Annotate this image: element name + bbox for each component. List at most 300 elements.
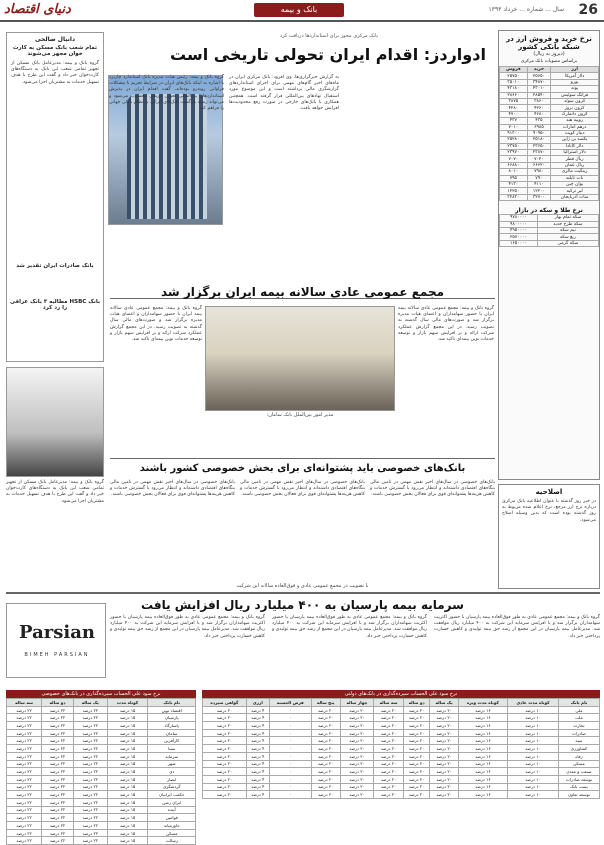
private-rates-cell: ۱۵ درصد (107, 752, 148, 760)
private-rates-cell: ۱۵ درصد (107, 837, 148, 845)
private-rates-cell: ۲۲ درصد (7, 798, 42, 806)
gold-rate-cell: نیم سکه (537, 227, 598, 233)
state-rates-cell: ۴ درصد (246, 706, 269, 714)
private-rates-cell: ۲۲ درصد (7, 814, 42, 822)
state-rates-cell: ۲۰ درصد (311, 722, 340, 730)
private-rates-cell: ۱۵ درصد (107, 745, 148, 753)
state-rates-cell: ۲۰ درصد (403, 791, 430, 799)
fx-rate-cell: ۲۵۷۵۰ (500, 73, 528, 79)
private-rates-table-box (6, 690, 196, 845)
fx-rate-cell: ۲۳۶۵۰ (527, 143, 551, 149)
private-rates-cell: ۲۲ درصد (42, 714, 74, 722)
state-rates-cell: ۲۰ درصد (403, 775, 430, 783)
private-rates-row (7, 706, 196, 714)
private-rates-cell: ۲۲ درصد (7, 745, 42, 753)
state-rates-cell: ۲۰ درصد (403, 722, 430, 730)
private-rates-cell: ۲۲ درصد (73, 729, 107, 737)
state-rates-cell: ۲۰ درصد (374, 791, 403, 799)
parsian-body-1: گروه بانک و بیمه: مجمع عمومی عادی به طور فوق‌العاده بیمه پارسیان با حضور اکثریت سهامداران برگزار شد و با افزایش سرمایه این شرکت به ۴۰۰ میلیارد ریال موافقت شد. مدیرعامل بیمه پارسیان در این مجمع از رشد حق بیمه تولیدی و کاهش خسارت پرداختی خبر داد. (110, 615, 265, 639)
fx-rate-cell: ۲۵۲۸۰ (500, 137, 528, 143)
private-rates-row (7, 760, 196, 768)
private-rates-cell: ۲۲ درصد (42, 814, 74, 822)
state-rates-cell: ۲۰ درصد (403, 760, 430, 768)
fx-rate-title: نرخ خرید و فروش ارز در شبکه بانکی کشور (506, 35, 592, 51)
parsian-logo-subtitle: BIMEH PARSIAN (24, 652, 90, 658)
fx-rate-cell: ۸۰۱۰ (500, 169, 528, 175)
fx-rate-note: براساس مصوبات بانک مرکزی (520, 59, 578, 64)
private-rates-row (7, 822, 196, 830)
private-rates-cell: ۲۲ درصد (42, 798, 74, 806)
private-rates-cell: ۲۲ درصد (42, 783, 74, 791)
state-rates-cell: توسعه تعاون (558, 791, 599, 799)
state-rates-cell: ۲۰ درصد (430, 722, 458, 730)
private-rates-cell: ۲۲ درصد (42, 829, 74, 837)
private-rates-cell: ۲۲ درصد (42, 775, 74, 783)
state-rates-cell: ۲۰ درصد (374, 737, 403, 745)
page-header (0, 0, 604, 22)
lead-body-col-1: گروه بانک و بیمه: رئیس هیات مدیره بانک استاندارد چارترد با اشاره به اینکه بانک‌های ایران در شرایط تحریم با مشکلات فراوانی روبه‌رو بوده‌اند، گفت اقدام ایران در پذیرش استانداردهای بین‌المللی تحولی تاریخی محسوب می‌شود و می‌تواند زمینه بازگشت بانک‌های ایرانی به نظام بانکی جهانی را فراهم کند. (109, 75, 224, 112)
private-rates-cell: ۲۲ درصد (7, 806, 42, 814)
fx-rate-cell: ۲۳۷۵۰ (500, 143, 528, 149)
state-rates-cell: ۲۰ درصد (203, 752, 247, 760)
private-rates-cell: ۲۲ درصد (42, 722, 74, 730)
fx-rate-cell: ۲۳۸۷۰ (527, 150, 551, 156)
fx-rate-cell: ۹۱۳۰۰ (500, 130, 528, 136)
state-rates-cell: پست بانک (558, 783, 599, 791)
state-rates-cell: ۱۶ درصد (458, 714, 507, 722)
state-rates-cell: ۲۰ درصد (403, 737, 430, 745)
page-number: 26 (578, 2, 598, 18)
state-rates-cell: ۱۰ درصد (508, 775, 559, 783)
private-rates-cell: ۲۲ درصد (42, 745, 74, 753)
meeting-body-right: گروه بانک و بیمه: مجمع عمومی عادی سالانه بیمه ایران با حضور سهامداران و اعضای هیات مدیره برگزار شد و صورت‌های مالی سال گذشته به تصویب رسید. در این مجمع گزارش عملکرد شرکت ارائه و بر افزایش سهم بازار و توسعه خدمات نوین بیمه‌ای تاکید شد. (398, 306, 494, 343)
state-rates-column-header: یک ساله (430, 699, 458, 707)
fx-rate-cell: ۴۱۳۰ (500, 182, 528, 188)
private-rates-cell: ۲۲ درصد (42, 760, 74, 768)
state-rates-cell: ۲۰ درصد (203, 729, 247, 737)
left-column-title: دانیال صالحی (34, 36, 76, 43)
private-rates-cell: ۲۲ درصد (7, 829, 42, 837)
private-rates-row (7, 722, 196, 730)
state-rates-cell: ۲۰ درصد (311, 752, 340, 760)
state-rates-cell: ۴ درصد (246, 768, 269, 776)
private-rates-cell: ۲۲ درصد (73, 714, 107, 722)
fx-rate-cell: ۴۳۱۸۰ (500, 86, 528, 92)
state-rates-cell: ۲۰ درصد (203, 722, 247, 730)
private-rates-cell: کارآفرین (148, 737, 196, 745)
private-rates-row (7, 729, 196, 737)
fx-rate-cell: ۲۵۱۸۰ (527, 137, 551, 143)
private-rates-cell: ۲۲ درصد (42, 791, 74, 799)
state-rates-cell: ۲۰ درصد (203, 768, 247, 776)
private-rates-cell: ۲۲ درصد (7, 737, 42, 745)
state-rates-cell: ۲۰ درصد (311, 737, 340, 745)
fx-rate-cell: ۲۳۹۷۰ (500, 150, 528, 156)
private-rates-cell: ۱۵ درصد (107, 760, 148, 768)
state-rates-cell: ۲۰ درصد (430, 791, 458, 799)
private-rates-cell: ۲۲ درصد (7, 775, 42, 783)
fx-rate-cell: فرانک سوئیس (551, 92, 599, 98)
state-rates-cell: ۱۶ درصد (458, 768, 507, 776)
private-rates-cell: سامان (148, 729, 196, 737)
fx-rate-cell: رینگیت مالزی (551, 169, 599, 175)
gold-rate-cell: ربع سکه (537, 234, 598, 240)
state-rates-cell: ۲۰ درصد (374, 783, 403, 791)
fx-rate-cell: دلار کانادا (551, 143, 599, 149)
private-rates-cell: ۲۲ درصد (7, 722, 42, 730)
gold-rate-cell: ۴۹۵۰۰۰۰ (500, 227, 538, 233)
private-rates-cell: ۲۲ درصد (7, 791, 42, 799)
fx-rate-cell: ۳۵۰۱۰ (500, 79, 528, 85)
private-banks-body-2: بانک‌های خصوصی در سال‌های اخیر نقش مهمی در تامین مالی بنگاه‌های اقتصادی داشته‌اند و انتظار می‌رود با گسترش خدمات و کاهش هزینه‌ها پشتوانه‌ای قوی برای فعالان بخش خصوصی باشند. (240, 480, 365, 498)
private-rates-cell: ۲۲ درصد (42, 729, 74, 737)
private-rates-cell: ۲۲ درصد (73, 737, 107, 745)
meeting-photo (205, 306, 395, 411)
fx-rate-cell: ۶۶۶۲۰ (527, 162, 551, 168)
fx-rate-cell: ۱۲۲۵۰ (500, 188, 528, 194)
private-rates-cell: ۲۲ درصد (73, 775, 107, 783)
parsian-strap: با تصویب در مجمع عمومی عادی و فوق‌العاده سالانه این شرکت (236, 583, 369, 589)
state-rates-row (203, 791, 600, 799)
state-rates-row (203, 783, 600, 791)
state-rates-cell: ۲۰ درصد (374, 775, 403, 783)
state-rates-cell: ۲۰ درصد (203, 791, 247, 799)
private-rates-cell: ۲۲ درصد (42, 752, 74, 760)
private-rates-cell: ۱۵ درصد (107, 729, 148, 737)
private-rates-header-row (7, 699, 196, 707)
private-rates-row (7, 745, 196, 753)
private-rates-cell: ۲۲ درصد (7, 783, 42, 791)
fx-rate-cell: ریال عمان (551, 162, 599, 168)
state-rates-cell: ۲۰ درصد (203, 745, 247, 753)
state-rates-cell: سپه (558, 737, 599, 745)
fx-rate-cell: ۴۲۶۰ (527, 105, 551, 111)
state-rates-cell: ۱۰ درصد (508, 745, 559, 753)
private-rates-cell: ۲۲ درصد (73, 706, 107, 714)
fx-rate-cell: ۴۲۸۰ (500, 105, 528, 111)
gold-rate-title: نرخ طلا و سکه در بازار (515, 207, 583, 215)
state-rates-cell: ۰ (269, 783, 311, 791)
private-rates-cell: ۲۲ درصد (42, 737, 74, 745)
private-rates-cell: سرمایه (148, 752, 196, 760)
state-rates-cell: ۲۰ درصد (203, 737, 247, 745)
state-rates-cell: ۲۰ درصد (311, 775, 340, 783)
fx-rate-cell: ۷۹۵ (500, 175, 528, 181)
private-rates-cell: ۲۲ درصد (73, 783, 107, 791)
private-rates-cell: ۱۵ درصد (107, 783, 148, 791)
state-rates-cell: ۲۰ درصد (340, 714, 374, 722)
fx-rate-cell: ریال قطر (551, 156, 599, 162)
state-rates-row (203, 737, 600, 745)
state-rates-cell: ۲۰ درصد (374, 760, 403, 768)
private-rates-cell: ۱۵ درصد (107, 798, 148, 806)
meeting-body-left: گروه بانک و بیمه: مجمع عمومی عادی سالانه بیمه ایران با حضور سهامداران و اعضای هیات مدیره برگزار شد و صورت‌های مالی سال گذشته به تصویب رسید. در این مجمع گزارش عملکرد شرکت ارائه و بر افزایش سهم بازار و توسعه خدمات نوین بیمه‌ای تاکید شد. (110, 306, 202, 343)
private-rates-row (7, 768, 196, 776)
state-rates-cell: ۲۰ درصد (340, 775, 374, 783)
private-rates-cell: ۲۲ درصد (42, 706, 74, 714)
state-rates-cell: ۲۰ درصد (203, 775, 247, 783)
fx-rate-cell: لیر ترکیه (551, 188, 599, 194)
private-rates-cell: ۲۲ درصد (73, 814, 107, 822)
state-rates-cell: ۲۰ درصد (403, 706, 430, 714)
private-rates-cell: ۲۲ درصد (42, 822, 74, 830)
private-rates-cell: ۱۵ درصد (107, 775, 148, 783)
state-rates-cell: ۲۰ درصد (403, 752, 430, 760)
private-rates-row (7, 837, 196, 845)
private-rates-cell: ایران زمین (148, 798, 196, 806)
private-rates-cell: ۱۵ درصد (107, 768, 148, 776)
state-rates-cell: ۲۰ درصد (311, 783, 340, 791)
state-rates-cell: ۱۰ درصد (508, 706, 559, 714)
fx-rate-cell: یوان چین (551, 182, 599, 188)
fx-rate-cell: ۶۶۸۸۰ (500, 162, 528, 168)
left-column-body: گروه بانک و بیمه: مدیرعامل بانک مسکن از تجهیز تمامی شعب این بانک به دستگاه‌های کارت‌خوان خبر داد و گفت این طرح با هدف تسهیل خدمات به مشتریان اجرا می‌شود. (11, 61, 99, 85)
private-rates-cell: ۲۲ درصد (7, 714, 42, 722)
state-rates-cell: ۴ درصد (246, 791, 269, 799)
private-rates-cell: ۱۵ درصد (107, 822, 148, 830)
private-rates-cell: ۲۲ درصد (7, 729, 42, 737)
state-rates-cell: ۲۰ درصد (430, 706, 458, 714)
correction-box (498, 484, 600, 589)
state-rates-cell: ۱۶ درصد (458, 775, 507, 783)
state-rates-cell: ۲۰ درصد (340, 737, 374, 745)
left-column-continuation: گروه بانک و بیمه: مدیرعامل بانک مسکن از تجهیز تمامی شعب این بانک به دستگاه‌های کارت‌خوان خبر داد و گفت این طرح با هدف تسهیل خدمات به مشتریان اجرا می‌شود. (6, 480, 104, 504)
state-rates-cell: ۲۰ درصد (311, 760, 340, 768)
private-rates-cell: ۱۵ درصد (107, 737, 148, 745)
state-rates-cell: ۴ درصد (246, 783, 269, 791)
fx-rate-cell: ۳۸۶۰ (527, 98, 551, 104)
state-rates-cell: ۲۰ درصد (203, 706, 247, 714)
fx-rate-cell: ۳۲۷۰۰ (527, 194, 551, 200)
state-rates-cell: ۱۰ درصد (508, 752, 559, 760)
private-rates-cell: ۲۲ درصد (7, 768, 42, 776)
private-rates-cell: گردشگری (148, 783, 196, 791)
private-rates-cell: ۲۲ درصد (73, 791, 107, 799)
fx-rate-cell: ۷۰۱۰ (500, 124, 528, 130)
private-rates-cell: شهر (148, 760, 196, 768)
state-rates-cell: ۰ (269, 760, 311, 768)
state-rates-cell: ۲۰ درصد (340, 768, 374, 776)
fx-rate-row (500, 194, 599, 200)
fx-rate-cell: ۹۰۹۵۰ (527, 130, 551, 136)
state-rates-column-header: گواهی سپرده (203, 699, 247, 707)
private-rates-cell: ۲۲ درصد (73, 722, 107, 730)
fx-rate-cell: ۴۳۵ (527, 118, 551, 124)
private-rates-cell: ۲۲ درصد (73, 752, 107, 760)
private-rates-cell: ۲۲ درصد (7, 752, 42, 760)
state-rates-cell: ۲۰ درصد (340, 752, 374, 760)
fx-rate-subtitle: (دیروز به ریال) (533, 51, 565, 57)
state-rates-cell: ملت (558, 714, 599, 722)
state-rates-cell: ۰ (269, 722, 311, 730)
fx-rate-cell: ۷۰۷۰ (500, 156, 528, 162)
state-rates-row (203, 775, 600, 783)
fx-rate-cell: دلار استرالیا (551, 150, 599, 156)
left-box-1-title: بانک صادرات ایران تقدیر شد (16, 263, 94, 269)
state-rates-cell: ۰ (269, 752, 311, 760)
gold-rate-table (499, 214, 599, 247)
paper-logo: دنیای اقتصاد (4, 2, 71, 17)
state-rates-row (203, 729, 600, 737)
private-rates-cell: ۲۲ درصد (7, 822, 42, 830)
private-rates-row (7, 752, 196, 760)
state-rates-cell: ۲۰ درصد (430, 729, 458, 737)
private-rates-cell: ۲۲ درصد (73, 829, 107, 837)
state-rates-cell: ۰ (269, 714, 311, 722)
fx-rate-cell: ۴۱۱۰ (527, 182, 551, 188)
private-rates-row (7, 806, 196, 814)
fx-rate-cell: ۴۶۸۰ (527, 111, 551, 117)
gold-rate-cell: ۱۶۵۰۰۰۰ (500, 240, 538, 246)
private-banks-headline: بانک‌های خصوصی باید پشتوانه‌ای برای بخش خصوصی کشور باشند (139, 463, 466, 474)
state-rates-cell: تجارت (558, 722, 599, 730)
bank-branch-photo (6, 367, 104, 477)
private-rates-cell: رسالت (148, 837, 196, 845)
state-rates-column-header: سه ساله (374, 699, 403, 707)
section-tag: بانک و بیمه (254, 3, 344, 17)
state-rates-cell: ۱۰ درصد (508, 729, 559, 737)
gold-rate-cell: سکه تمام بهار (537, 215, 598, 221)
state-rates-cell: ۰ (269, 745, 311, 753)
state-rates-cell: ۲۰ درصد (340, 706, 374, 714)
private-rates-column-header: سه ساله (7, 699, 42, 707)
private-rates-row (7, 829, 196, 837)
parsian-body-2: گروه بانک و بیمه: مجمع عمومی عادی به طور فوق‌العاده بیمه پارسیان با حضور اکثریت سهامداران برگزار شد و با افزایش سرمایه این شرکت به ۴۰۰ میلیارد ریال موافقت شد. مدیرعامل بیمه پارسیان در این مجمع از رشد حق بیمه تولیدی و کاهش خسارت پرداختی خبر داد. (272, 615, 427, 639)
fx-rate-cell: بات تایلند (551, 175, 599, 181)
gold-rate-cell: ۹۷۸۰۰۰۰ (500, 215, 538, 221)
private-rates-cell: ۱۵ درصد (107, 706, 148, 714)
fx-rate-cell: درهم امارات (551, 124, 599, 130)
state-rates-cell: ۱۰ درصد (508, 737, 559, 745)
state-rates-cell: ۲۰ درصد (430, 760, 458, 768)
state-rates-cell: ۱۰ درصد (508, 768, 559, 776)
state-rates-cell: ۲۰ درصد (340, 783, 374, 791)
private-rates-cell: اقتصاد نوین (148, 706, 196, 714)
lead-kicker: بانک مرکزی مجوز برای استانداردها دریافت کرد (279, 33, 379, 39)
fx-rate-cell: کرون دانمارک (551, 111, 599, 117)
state-rates-cell: ۱۰ درصد (508, 760, 559, 768)
state-rates-cell: ۲۰ درصد (430, 745, 458, 753)
state-rates-cell: ۲۰ درصد (311, 768, 340, 776)
state-rates-cell: ۱۶ درصد (458, 706, 507, 714)
fx-rate-cell: ۷۹۰ (527, 175, 551, 181)
private-rates-cell: ۱۵ درصد (107, 814, 148, 822)
parsian-headline: سرمایه بیمه پارسیان به ۴۰۰ میلیارد ریال افزایش یافت (141, 598, 464, 612)
issue-folio: سال ... شماره ... خرداد ۱۳۹۳ (488, 6, 564, 13)
private-rates-cell: ۱۵ درصد (107, 722, 148, 730)
fx-rate-cell: روپیه هند (551, 118, 599, 124)
state-rates-cell: ۲۰ درصد (311, 706, 340, 714)
correction-body: در خبر روز گذشته با عنوان اطلاعیه بانک مرکزی درباره نرخ ارز مرجع، نرخ اعلام شده مربوط به روز گذشته بوده است که بدین وسیله اصلاح می‌شود. (502, 499, 596, 523)
state-rates-row (203, 752, 600, 760)
state-rates-table-box (202, 690, 600, 799)
state-rates-cell: ۴ درصد (246, 745, 269, 753)
private-rates-cell: آینده (148, 806, 196, 814)
private-rates-row (7, 798, 196, 806)
state-rates-cell: ۱۶ درصد (458, 722, 507, 730)
gold-rate-cell: ۹۸۰۰۰۰۰ (500, 221, 538, 227)
private-rates-cell: ۱۵ درصد (107, 806, 148, 814)
state-rates-cell: ۲۰ درصد (430, 752, 458, 760)
state-rates-cell: ۲۰ درصد (430, 783, 458, 791)
parsian-logo: Parsian (19, 622, 95, 643)
private-rates-cell: ۲۲ درصد (7, 837, 42, 845)
private-rates-cell: ۱۵ درصد (107, 791, 148, 799)
state-rates-column-header: کوتاه مدت ویژه (458, 699, 507, 707)
state-rates-title: نرخ سود علی الحساب سپرده‌گذاری در بانک‌های دولتی (202, 690, 600, 698)
state-rates-header-row (203, 699, 600, 707)
private-rates-title: نرخ سود علی الحساب سپرده‌گذاری در بانک‌های خصوصی (6, 690, 196, 698)
state-rates-cell: ۲۰ درصد (374, 729, 403, 737)
meeting-headline: مجمع عمومی عادی سالانه بیمه ایران برگزار شد (160, 285, 445, 299)
left-column-subtitle: تمام شعب بانک مسکن به کارت خوان مجهز می‌شوند (12, 45, 98, 57)
state-rates-cell: ۱۰ درصد (508, 714, 559, 722)
private-rates-cell: ۲۲ درصد (42, 837, 74, 845)
lead-headline: ادواردز: اقدام ایران تحولی تاریخی است (170, 45, 486, 64)
state-rates-cell: ۰ (269, 729, 311, 737)
state-rates-cell: ۱۰ درصد (508, 722, 559, 730)
state-rates-column-header: ارزی (246, 699, 269, 707)
state-rates-cell: ۲۰ درصد (430, 768, 458, 776)
gold-rate-cell: ۲۵۷۰۰۰۰ (500, 234, 538, 240)
private-rates-cell: ۲۲ درصد (42, 768, 74, 776)
state-rates-cell: ۲۰ درصد (430, 737, 458, 745)
private-banks-body-3: بانک‌های خصوصی در سال‌های اخیر نقش مهمی در تامین مالی بنگاه‌های اقتصادی داشته‌اند و انتظار می‌رود با گسترش خدمات و کاهش هزینه‌ها پشتوانه‌ای قوی برای فعالان بخش خصوصی باشند. (370, 480, 495, 498)
fx-rate-cell: ۷۹۸۰ (527, 169, 551, 175)
private-rates-cell: انصار (148, 775, 196, 783)
state-rates-cell: ۱۶ درصد (458, 783, 507, 791)
state-rates-row (203, 706, 600, 714)
left-column-box (6, 32, 104, 362)
state-rates-row (203, 722, 600, 730)
fx-rate-cell: یکصد ین ژاپن (551, 137, 599, 143)
state-rates-cell: ۱۰ درصد (508, 791, 559, 799)
fx-rate-cell: پوند (551, 86, 599, 92)
private-rates-row (7, 737, 196, 745)
state-rates-cell: ۲۰ درصد (374, 752, 403, 760)
state-rates-column-header: نام بانک (558, 699, 599, 707)
fx-rate-cell: ۴۳۷ (500, 118, 528, 124)
private-rates-table (6, 698, 196, 845)
state-rates-column-header: پنج ساله (311, 699, 340, 707)
gold-rate-row (500, 240, 599, 246)
state-rates-row (203, 745, 600, 753)
state-rates-cell: ۴ درصد (246, 737, 269, 745)
state-rates-cell: ۱۶ درصد (458, 752, 507, 760)
state-rates-cell: ۴ درصد (246, 729, 269, 737)
state-rates-cell: ۲۰ درصد (311, 729, 340, 737)
private-rates-row (7, 814, 196, 822)
fx-rate-cell: ۱۲۲۰۰ (527, 188, 551, 194)
state-rates-cell: ۲۰ درصد (340, 791, 374, 799)
fx-rate-cell: دلار آمریکا (551, 73, 599, 79)
state-rates-cell: ۴ درصد (246, 714, 269, 722)
private-rates-cell: ۲۲ درصد (73, 745, 107, 753)
state-rates-column-header: کوتاه مدت عادی (508, 699, 559, 707)
state-rates-cell: ۰ (269, 775, 311, 783)
meeting-photo-caption: مدیر امور بین‌الملل بانک سامان: (266, 412, 334, 418)
private-rates-cell: ۲۲ درصد (7, 760, 42, 768)
private-rates-cell: ۲۲ درصد (73, 760, 107, 768)
private-rates-column-header: کوتاه مدت (107, 699, 148, 707)
state-rates-column-header: قرض الحسنه (269, 699, 311, 707)
gold-rate-cell: سکه گرمی (537, 240, 598, 246)
private-banks-body-1: بانک‌های خصوصی در سال‌های اخیر نقش مهمی در تامین مالی بنگاه‌های اقتصادی داشته‌اند و انتظار می‌رود با گسترش خدمات و کاهش هزینه‌ها پشتوانه‌ای قوی برای فعالان بخش خصوصی باشند. (110, 480, 235, 498)
state-rates-cell: ۲۰ درصد (311, 745, 340, 753)
private-rates-cell: خاورمیانه (148, 822, 196, 830)
private-rates-row (7, 791, 196, 799)
state-rates-row (203, 760, 600, 768)
